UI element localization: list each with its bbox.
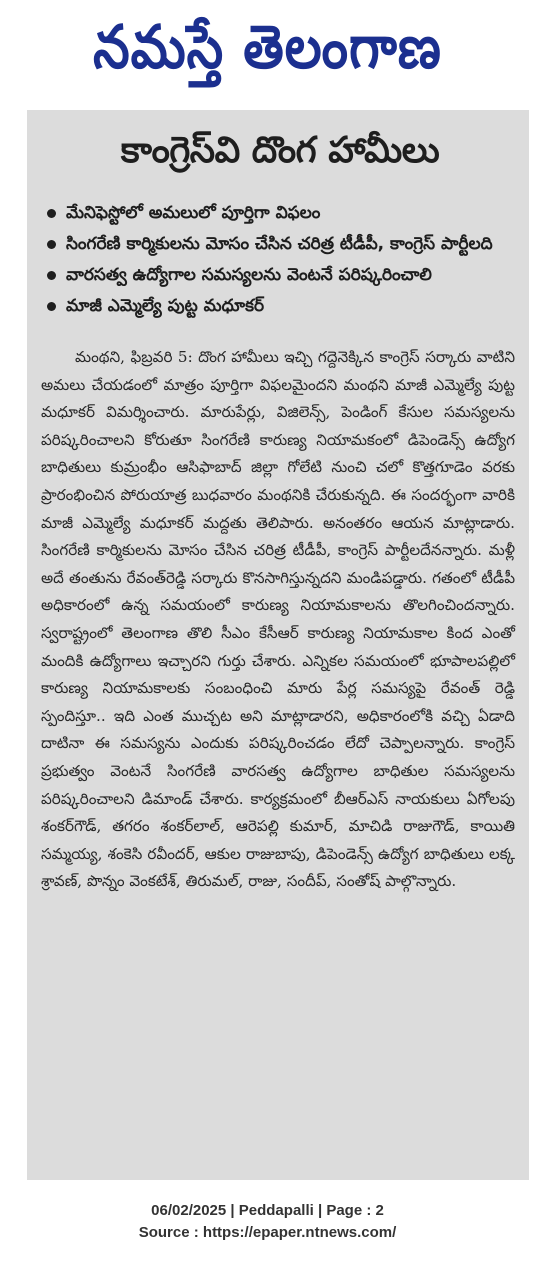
highlight-text: మాజీ ఎమ్మెల్యే పుట్ట మధూకర్ xyxy=(66,296,265,316)
highlight-item xyxy=(41,293,519,320)
highlight-text: వారసత్వ ఉద్యోగాల సమస్యలను వెంటనే పరిష్కరించాలి xyxy=(66,265,432,285)
highlight-item xyxy=(41,262,519,289)
bullet-icon xyxy=(47,240,56,249)
article-body: మంథని, ఫిబ్రవరి 5: దొంగ హామీలు ఇచ్చి గద్దెనెక్కిన కాంగ్రెస్ సర్కారు వాటిని అమలు చేయడంలో మాత్రం పూర్తిగా విఫలమైందని మంథని మాజీ ఎమ్మెల్యే పుట్ట మధూకర్ విమర్శించారు. మారుపేర్లు, విజిలెన్స్, పెండింగ్ కేసుల సమస్యలను పరిష్కరించాలని కోరుతూ సింగరేణి కారుణ్య నియామకంలో డిపెండెన్స్ ఉద్యోగ బాధితులు కుమ్రంభీం ఆసిఫాబాద్ జిల్లా గోలేటి నుంచి చలో కొత్తగూడెం వరకు ప్రారంభించిన పోరుయాత్ర బుధవారం మంథనికి చేరుకున్నది. ఈ సందర్భంగా వారికి మాజీ ఎమ్మెల్యే మధూకర్ మద్దతు తెలిపారు. అనంతరం ఆయన మాట్లాడారు. సింగరేణి కార్మికులను మోసం చేసిన చరిత్ర టీడీపీ, కాంగ్రెస్ పార్టీలదేనన్నారు. మళ్లీ అదే తంతును రేవంత్‌రెడ్డి సర్కారు కొనసాగిస్తున్నదని మండిపడ్డారు. గతంలో టీడీపీ అధికారంలో ఉన్న సమయంలో కారుణ్య నియామకాలను తొలగించిందన్నారు. స్వరాష్ట్రంలో తెలంగాణ తొలి సీఎం కేసీఆర్ కారుణ్య నియామకాల కింద ఎంతో మందికి ఉద్యోగాలు ఇచ్చారని గుర్తు చేశారు. ఎన్నికల సమయంలో భూపాలపల్లిలో కారుణ్య నియామకాలకు సంబంధించి మారు పేర్ల సమస్యపై రేవంత్ రెడ్డి స్పందిస్తూ.. ఇది ఎంత ముచ్చట అని మాట్లాడారని, అధికారంలోకి వచ్చి ఏడాది దాటినా ఈ సమస్యను ఎందుకు పరిష్కరించడం లేదో చెప్పాలన్నారు. కాంగ్రెస్ ప్రభుత్వం వెంటనే సింగరేణి వారసత్వ ఉద్యోగాల బాధితుల సమస్యలను పరిష్కరించాలని డిమాండ్ చేశారు. కార్యక్రమంలో బీఆర్ఎస్ నాయకులు ఏగోలపు శంకర్‌గౌడ్, తగరం శంకర్‌లాల్, ఆరెపల్లి కుమార్, మాచిడి రాజుగౌడ్, కాయితి సమ్మయ్య, శంకెసి రవీందర్, ఆకుల రాజుబాపు, డిపెండెన్స్ ఉద్యోగ బాధితులు లక్క శ్రావణ్, పొన్నం వెంకటేశ్, తిరుమల్, రాజు, సందీప్, సంతోష్ పాల్గొన్నారు. xyxy=(41,348,515,891)
article-headline: కాంగ్రెస్‌వి దొంగ హామీలు xyxy=(120,130,440,171)
article-clipping xyxy=(27,110,529,1180)
article-highlights xyxy=(41,200,519,320)
bullet-icon xyxy=(47,209,56,218)
highlight-item xyxy=(41,200,519,227)
bullet-icon xyxy=(47,271,56,280)
bullet-icon xyxy=(47,302,56,311)
highlight-text: మేనిఫెస్టోలో అమలులో పూర్తిగా విఫలం xyxy=(66,203,321,223)
highlight-text: సింగరేణి కార్మికులను మోసం చేసిన చరిత్ర టీడీపీ, కాంగ్రెస్ పార్టీలది xyxy=(66,234,493,254)
edition-info: 06/02/2025 | Peddapalli | Page : 2 xyxy=(151,1202,384,1219)
source-link[interactable]: Source : https://epaper.ntnews.com/ xyxy=(138,1224,397,1241)
source-footer xyxy=(0,1200,535,1244)
masthead xyxy=(0,0,535,110)
highlight-item xyxy=(41,231,519,258)
newspaper-logo: నమస్తే తెలంగాణ xyxy=(93,13,442,83)
